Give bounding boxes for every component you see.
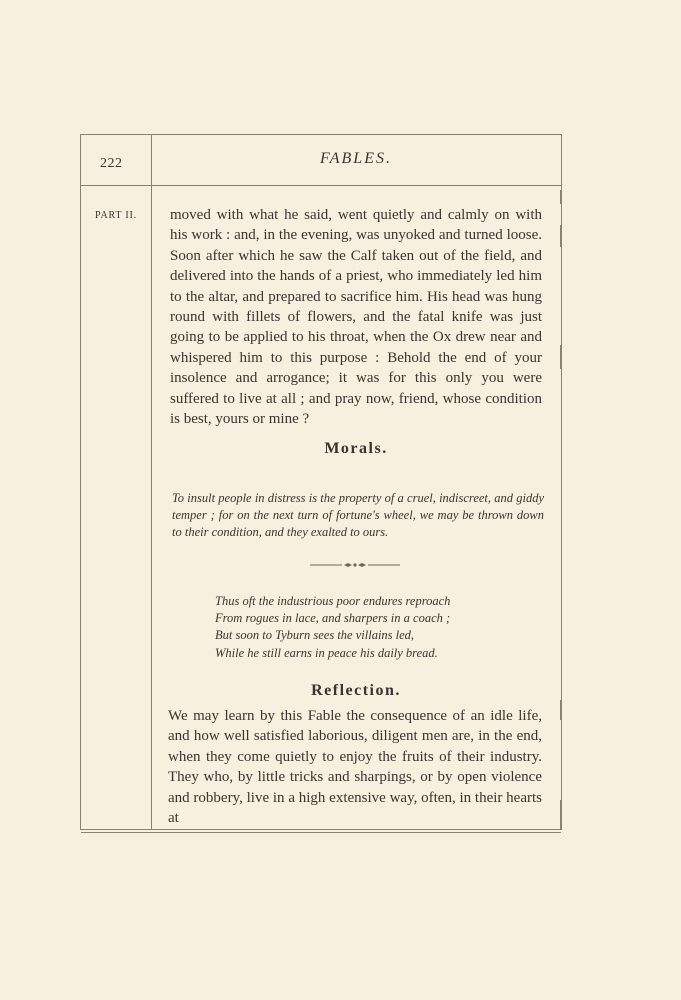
margin-tick	[560, 190, 561, 204]
margin-tick	[560, 225, 561, 247]
ornament-divider	[310, 560, 400, 570]
margin-tick	[560, 700, 561, 720]
margin-tick	[560, 345, 561, 369]
margin-rule	[151, 135, 152, 829]
footer-rule	[81, 832, 561, 833]
reflection-heading: Reflection.	[311, 682, 401, 699]
header-rule	[81, 185, 561, 186]
morals-paragraph: To insult people in distress is the property of a cruel, indiscreet, and giddy temper ; for on the next turn of fortune's wheel, we may be thrown down to their condition, and they exalted to ours.	[172, 491, 544, 539]
page-number: 222	[100, 156, 123, 171]
verse-line: From rogues in lace, and sharpers in a coach ;	[215, 611, 451, 626]
body-paragraph: moved with what he said, went quietly and calmly on with his work : and, in the evening, was unyoked and turned loose. Soon after which he saw the Calf taken out of the field, and delivered into the hands of a priest, who immediately led him to the altar, and prepared to sacrifice him. His head was hung round with fillets of flowers, and the fatal knife was just going to be applied to his throat, when the Ox drew near and whispered him to this purpose : Behold the end of your insolence and arrogance; it was for this only you were suffered to live at all ; and pray now, friend, whose condition is best, yours or mine ?	[170, 207, 542, 428]
verse-line: While he still earns in peace his daily bread.	[215, 645, 438, 660]
morals-heading: Morals.	[324, 440, 388, 457]
verse-block	[215, 593, 535, 662]
running-title: FABLES.	[320, 150, 392, 167]
margin-tick	[560, 800, 561, 830]
verse-line: But soon to Tyburn sees the villains led,	[215, 628, 415, 643]
reflection-paragraph: We may learn by this Fable the consequence of an idle life, and how well satisfied laborious, diligent men are, in the end, when they come quietly to enjoy the fruits of their industry. They who, by little tricks and sharpings, or by open violence and robbery, live in a high extensive way, often, in their hearts at	[168, 708, 542, 827]
verse-line: Thus oft the industrious poor endures reproach	[215, 594, 451, 608]
margin-note: PART II.	[95, 210, 137, 221]
